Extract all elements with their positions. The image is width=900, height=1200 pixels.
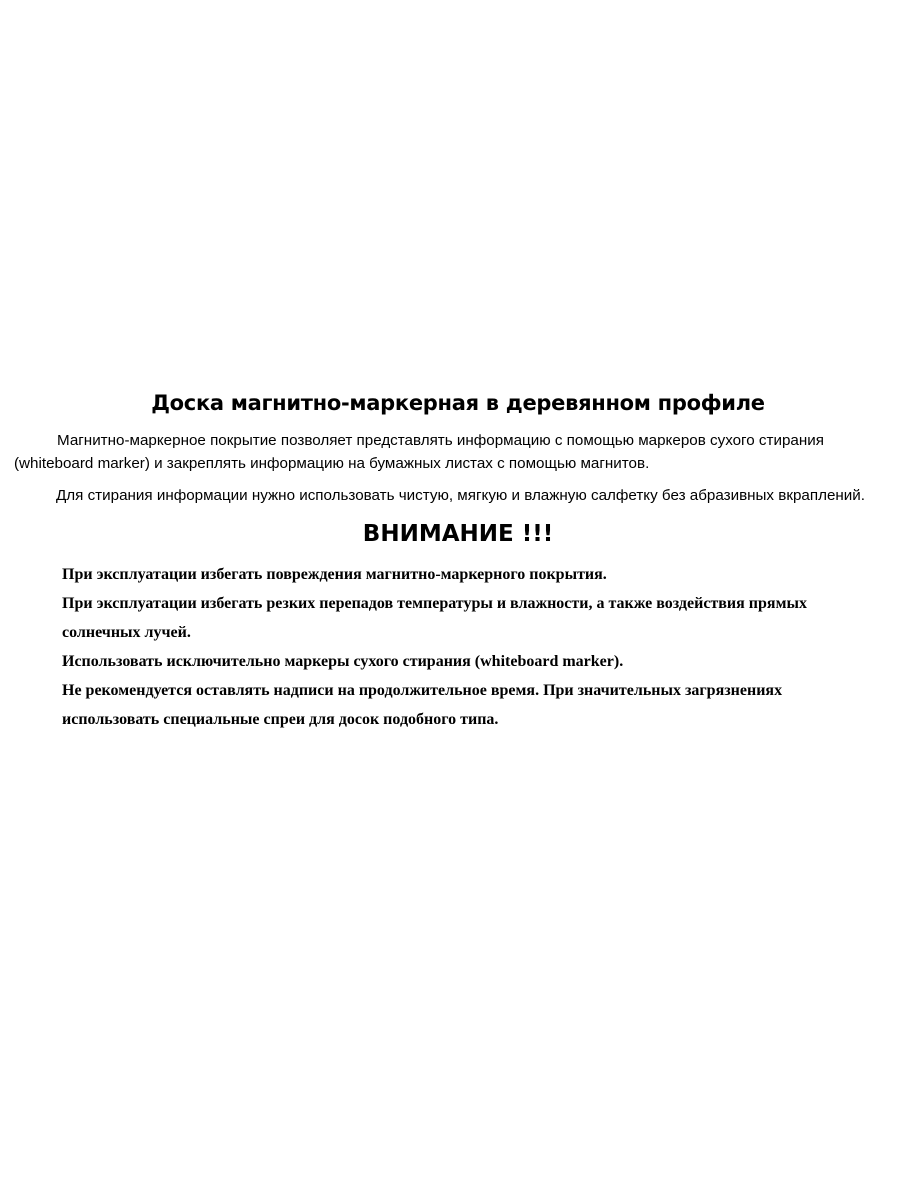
intro-paragraph: Магнитно-маркерное покрытие позволяет представлять информацию с помощью маркеров сухого стирания (whiteboard marker) и закреплять информацию на бумажных листах с помощью магнитов. [14,432,824,472]
rule-item: Использовать исключительно маркеры сухого стирания (whiteboard marker). [62,653,624,670]
rule-item: При эксплуатации избегать повреждения магнитно-маркерного покрытия. [62,566,607,583]
rules-list [62,560,862,734]
rule-item: Не рекомендуется оставлять надписи на продолжительное время. При значительных загрязнениях использовать специальные спреи для досок подобного типа. [62,682,783,728]
document-title: Доска магнитно-маркерная в деревянном профиле [151,391,765,415]
rule-item: При эксплуатации избегать резких перепадов температуры и влажности, а также воздействия прямых солнечных лучей. [62,595,807,641]
cleaning-paragraph: Для стирания информации нужно использовать чистую, мягкую и влажную салфетку без абразивных вкраплений. [56,487,865,504]
attention-heading: ВНИМАНИЕ !!! [362,521,554,547]
